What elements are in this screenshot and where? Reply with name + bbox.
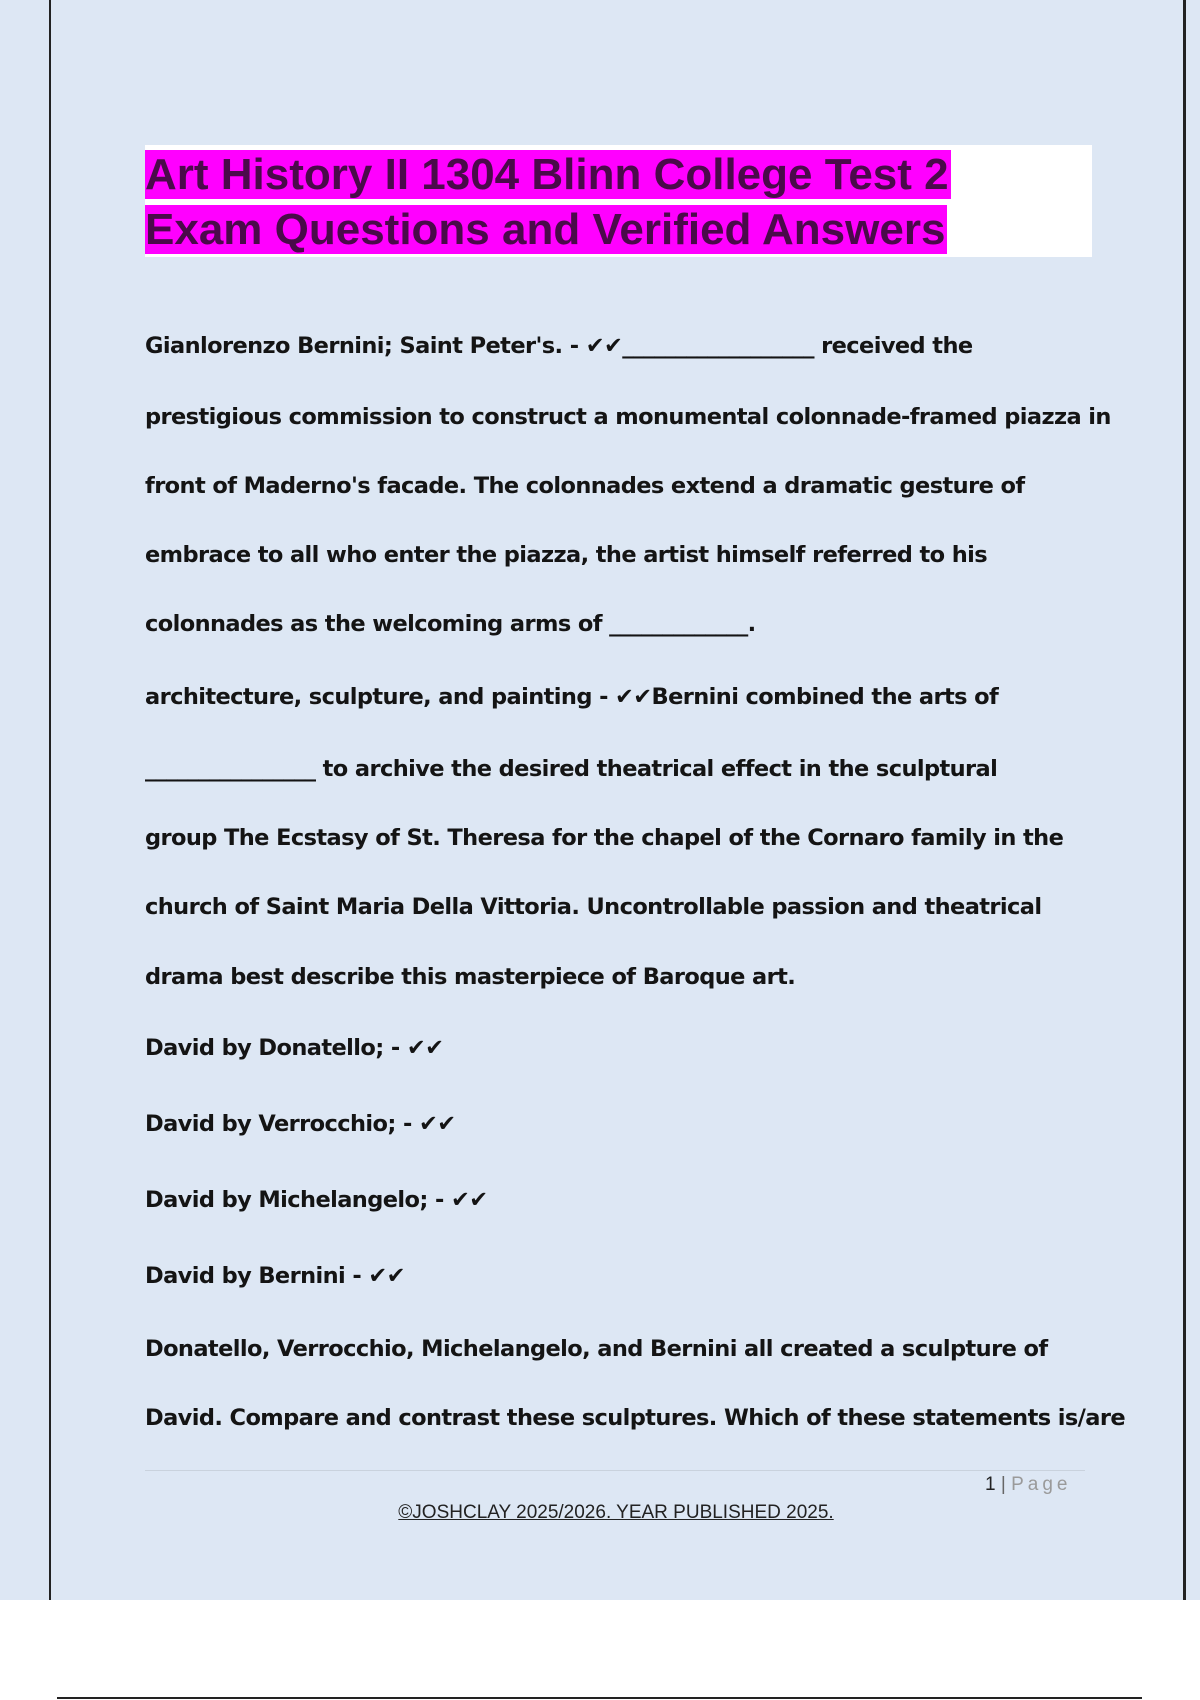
body-line: architecture, sculpture, and painting - ✔✔Bernini combined the arts of	[145, 684, 999, 710]
body-line: David by Michelangelo; - ✔✔	[145, 1187, 488, 1213]
body-line: David by Bernini - ✔✔	[145, 1263, 405, 1289]
body-line: colonnades as the welcoming arms of _____________.	[145, 611, 756, 637]
body-line: group The Ecstasy of St. Theresa for the chapel of the Cornaro family in the	[145, 825, 1064, 851]
page-separator: |	[1000, 1474, 1006, 1495]
document-title	[145, 147, 951, 257]
body-line: Gianlorenzo Bernini; Saint Peter's. - ✔✔__________________ received the	[145, 333, 973, 359]
body-line: ________________ to archive the desired theatrical effect in the sculptural	[145, 756, 998, 782]
body-line: drama best describe this masterpiece of Baroque art.	[145, 964, 796, 990]
body-line: David by Donatello; - ✔✔	[145, 1035, 444, 1061]
page-right-border	[1183, 0, 1186, 1600]
page-number: 1	[985, 1474, 996, 1495]
bottom-divider	[57, 1697, 1142, 1699]
title-line-2: Exam Questions and Verified Answers	[145, 205, 946, 254]
body-line: embrace to all who enter the piazza, the artist himself referred to his	[145, 542, 988, 568]
body-line: David by Verrocchio; - ✔✔	[145, 1111, 456, 1137]
body-line: prestigious commission to construct a monumental colonnade-framed piazza in	[145, 404, 1111, 430]
copyright-notice: ©JOSHCLAY 2025/2026. YEAR PUBLISHED 2025.	[398, 1502, 834, 1523]
body-line: front of Maderno's facade. The colonnades extend a dramatic gesture of	[145, 473, 1025, 499]
title-line-1: Art History II 1304 Blinn College Test 2	[145, 150, 949, 199]
page-word: Page	[1011, 1474, 1072, 1495]
body-line: church of Saint Maria Della Vittoria. Uncontrollable passion and theatrical	[145, 894, 1042, 920]
page-left-border	[49, 0, 51, 1600]
body-line: Donatello, Verrocchio, Michelangelo, and Bernini all created a sculpture of	[145, 1336, 1048, 1362]
page-number-label	[985, 1474, 1071, 1496]
body-line: David. Compare and contrast these sculptures. Which of these statements is/are	[145, 1405, 1126, 1431]
footer-divider	[145, 1470, 1085, 1471]
